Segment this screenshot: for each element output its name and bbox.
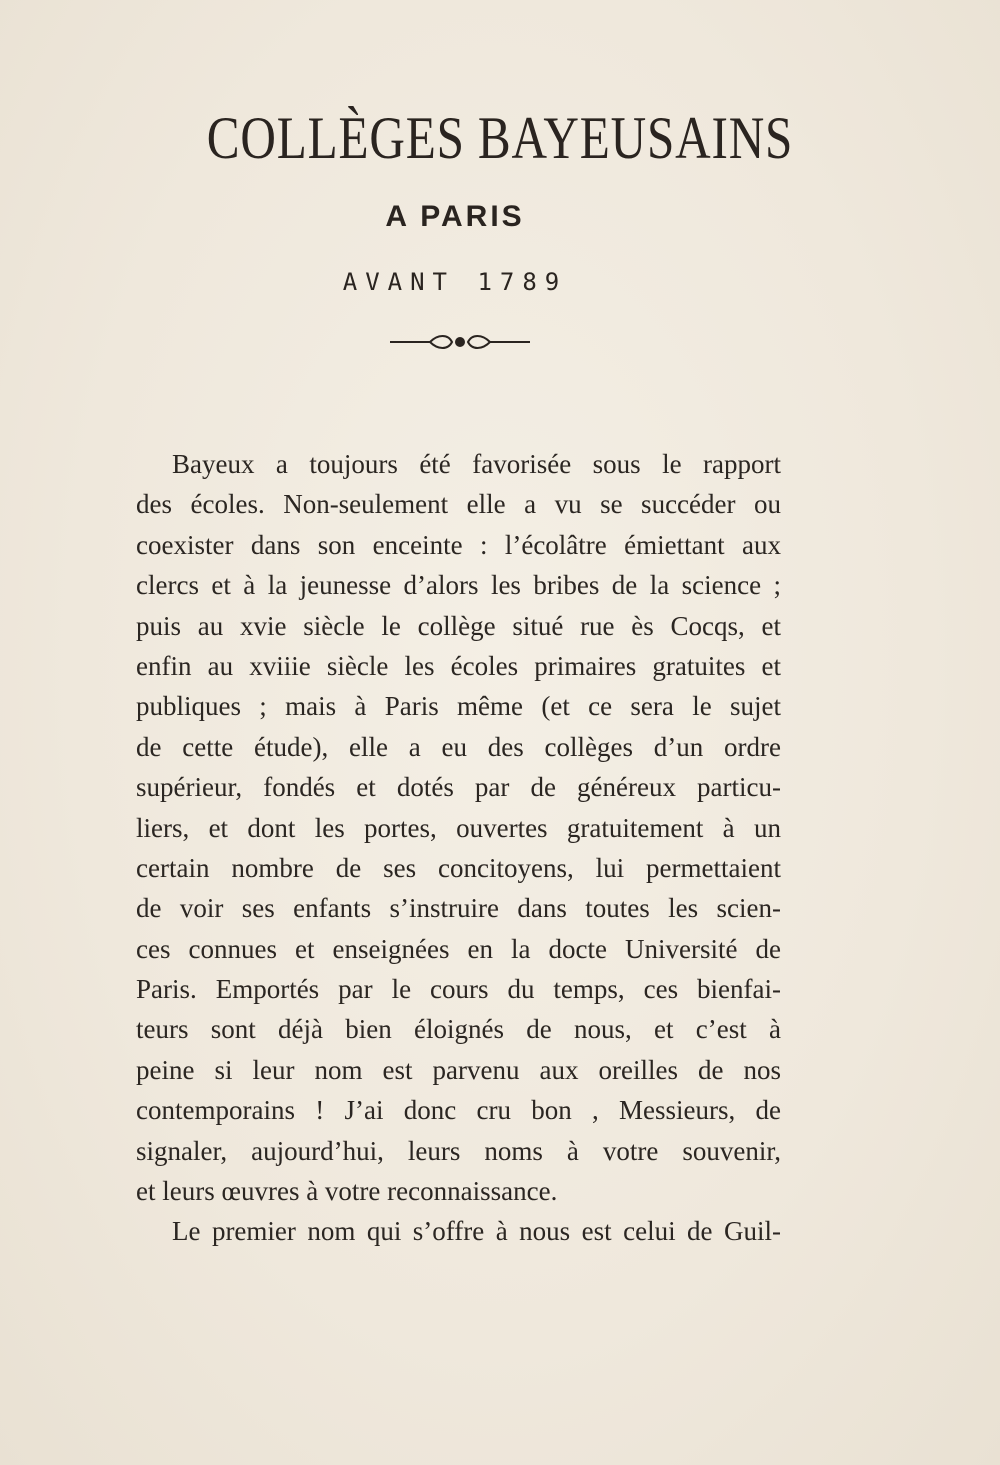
date-line: AVANT 1789	[342, 268, 568, 296]
page-subtitle: A PARIS	[385, 200, 525, 233]
text-line: Le premier nom qui s’offre à nous est celui de Guil-	[172, 1216, 781, 1247]
text-line: signaler, aujourd’hui, leurs noms à votre souvenir,	[136, 1135, 781, 1166]
text-line: contemporains ! J’ai donc cru bon , Messieurs, de	[136, 1095, 781, 1126]
text-line: enfin au xviiie siècle les écoles primaires gratuites et	[136, 650, 781, 681]
text-line: peine si leur nom est parvenu aux oreilles de nos	[136, 1054, 781, 1085]
text-line: des écoles. Non-seulement elle a vu se succéder ou	[136, 489, 781, 520]
text-line: et leurs œuvres à votre reconnaissance.	[136, 1176, 558, 1207]
text-line: clercs et à la jeunesse d’alors les bribes de la science ;	[136, 570, 781, 601]
text-line: supérieur, fondés et dotés par de généreux particu-	[136, 772, 781, 803]
text-line: publiques ; mais à Paris même (et ce sera le sujet	[136, 691, 781, 722]
text-line: Paris. Emportés par le cours du temps, ces bienfai-	[136, 974, 781, 1005]
text-line: puis au xvie siècle le collège situé rue ès Cocqs, et	[136, 610, 781, 641]
text-line: de cette étude), elle a eu des collèges d’un ordre	[136, 731, 781, 762]
ornamental-rule-icon	[390, 330, 530, 354]
text-line: de voir ses enfants s’instruire dans toutes les scien-	[136, 893, 781, 924]
text-line: Bayeux a toujours été favorisée sous le rapport	[172, 449, 781, 479]
text-line: coexister dans son enceinte : l’écolâtre émiettant aux	[136, 529, 781, 560]
text-line: liers, et dont les portes, ouvertes gratuitement à un	[136, 812, 781, 843]
body-text	[136, 444, 781, 1252]
text-line: ces connues et enseignées en la docte Université de	[136, 933, 781, 964]
text-line: teurs sont déjà bien éloignés de nous, et c’est à	[136, 1014, 781, 1045]
text-line: certain nombre de ses concitoyens, lui permettaient	[136, 852, 781, 883]
page-title: COLLÈGES BAYEUSAINS	[206, 105, 794, 171]
